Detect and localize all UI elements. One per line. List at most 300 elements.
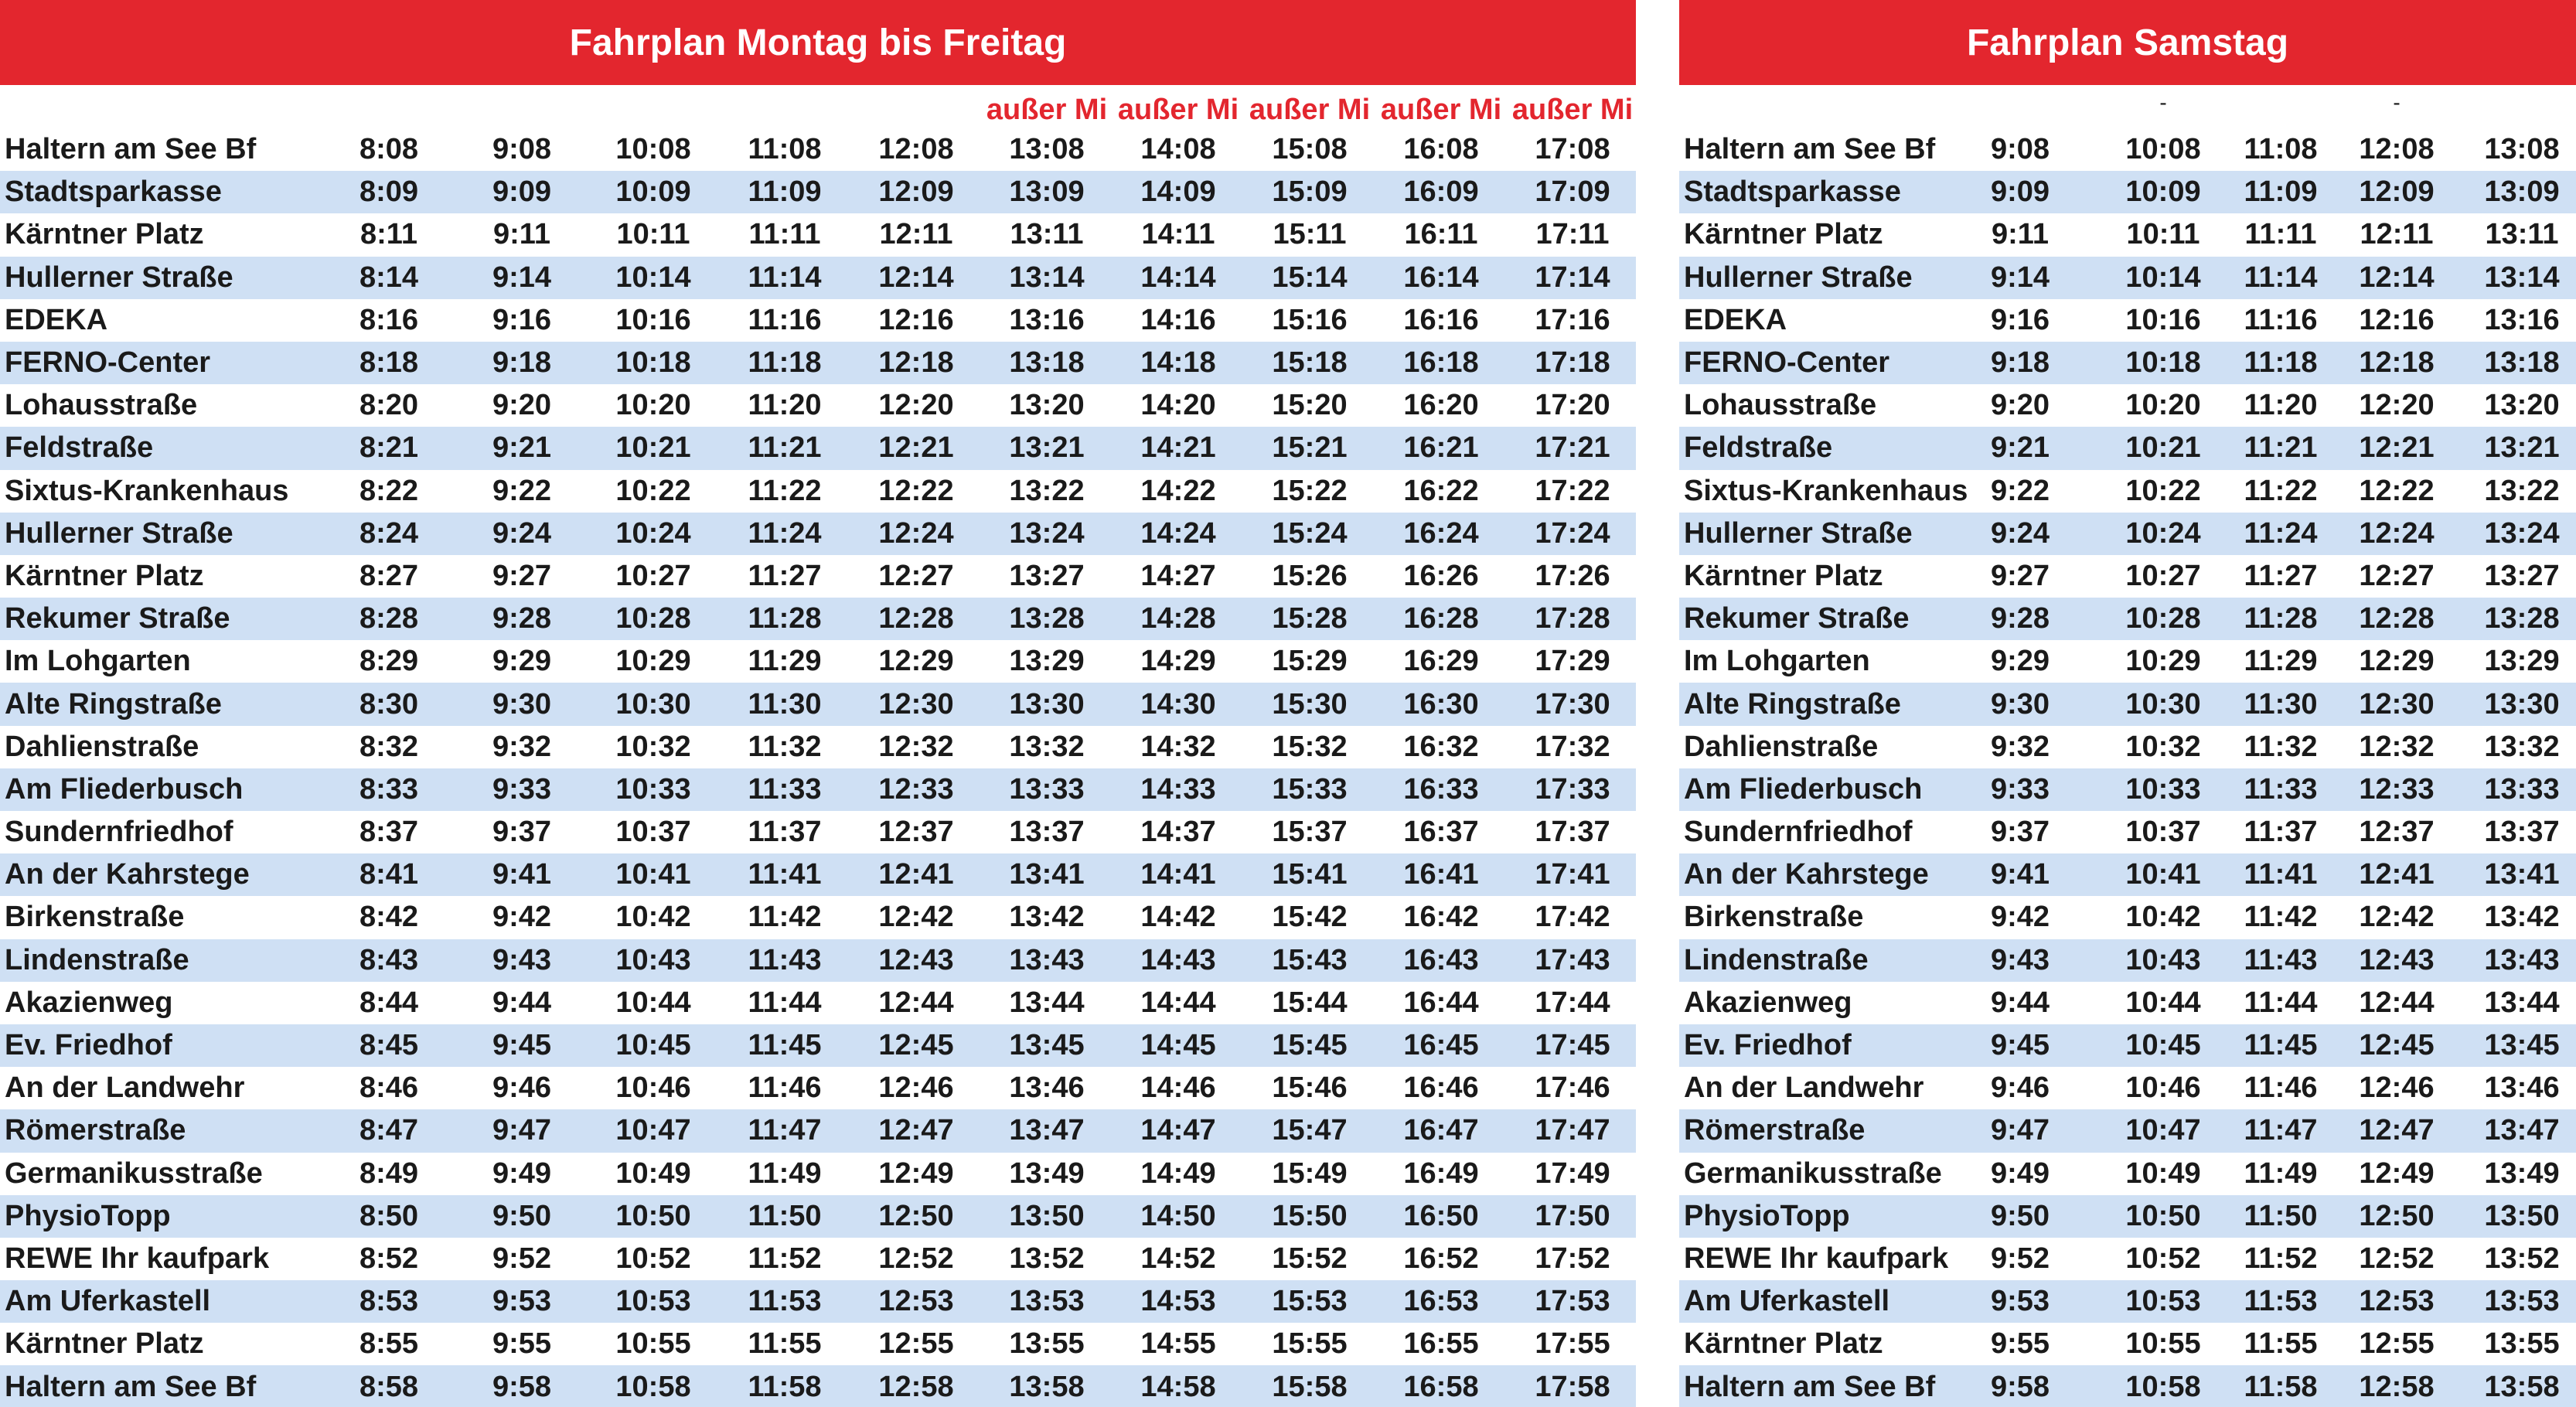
departure-time: 8:29 xyxy=(359,645,419,678)
departure-time: 13:20 xyxy=(1009,389,1085,422)
departure-time: 11:53 xyxy=(2244,1285,2318,1318)
departure-time: 15:53 xyxy=(1272,1285,1348,1318)
departure-time: 8:33 xyxy=(359,772,419,806)
departure-time: 11:33 xyxy=(748,772,822,806)
departure-time: 10:20 xyxy=(2125,389,2201,422)
departure-time: 10:30 xyxy=(615,687,691,721)
departure-time: 10:47 xyxy=(615,1114,691,1147)
departure-time: 9:11 xyxy=(493,218,550,251)
departure-time: 11:29 xyxy=(2244,645,2318,678)
departure-time: 12:46 xyxy=(2359,1071,2435,1105)
stop-name: Haltern am See Bf xyxy=(1684,133,1936,166)
departure-time: 13:28 xyxy=(1009,602,1085,635)
departure-time: 13:18 xyxy=(1009,346,1085,380)
departure-time: 11:18 xyxy=(2244,346,2318,380)
departure-time: 12:43 xyxy=(878,943,954,976)
departure-time: 8:42 xyxy=(359,901,419,934)
departure-time: 13:21 xyxy=(1009,431,1085,465)
departure-time: 11:16 xyxy=(748,303,822,336)
departure-time: 13:20 xyxy=(2484,389,2560,422)
departure-time: 17:08 xyxy=(1535,133,1610,166)
departure-time: 9:29 xyxy=(1990,645,2050,678)
stop-name: Haltern am See Bf xyxy=(1684,1370,1936,1403)
departure-time: 8:52 xyxy=(359,1242,419,1275)
departure-time: 10:55 xyxy=(2125,1327,2201,1361)
departure-time: 13:47 xyxy=(2484,1114,2560,1147)
departure-time: 17:11 xyxy=(1535,218,1610,251)
departure-time: 10:24 xyxy=(615,516,691,550)
saturday-timetable xyxy=(1679,0,2576,1407)
table-row xyxy=(0,1195,1636,1238)
departure-time: 9:37 xyxy=(1990,816,2050,849)
table-row xyxy=(0,427,1636,469)
departure-time: 13:18 xyxy=(2484,346,2560,380)
departure-time: 11:32 xyxy=(748,730,822,763)
departure-time: 8:14 xyxy=(359,261,419,294)
departure-time: 17:52 xyxy=(1535,1242,1610,1275)
departure-time: 13:22 xyxy=(2484,474,2560,507)
departure-time: 12:16 xyxy=(2359,303,2435,336)
departure-time: 11:08 xyxy=(2244,133,2318,166)
departure-time: 8:30 xyxy=(359,687,419,721)
stop-name: Sixtus-Krankenhaus xyxy=(1684,474,1968,507)
departure-time: 10:37 xyxy=(615,816,691,849)
departure-time: 12:14 xyxy=(878,261,954,294)
stop-name: Kärntner Platz xyxy=(1684,1327,1883,1361)
departure-time: 9:55 xyxy=(492,1327,552,1361)
stop-name: Im Lohgarten xyxy=(5,645,191,678)
departure-time: 12:42 xyxy=(2359,901,2435,934)
weekday-note-5: außer Mi xyxy=(986,94,1108,126)
departure-time: 14:08 xyxy=(1140,133,1216,166)
stop-name: Hullerner Straße xyxy=(1684,516,1913,550)
departure-time: 9:32 xyxy=(1990,730,2050,763)
table-row xyxy=(1679,1153,2576,1195)
departure-time: 10:42 xyxy=(615,901,691,934)
departure-time: 14:52 xyxy=(1140,1242,1216,1275)
departure-time: 9:28 xyxy=(492,602,552,635)
departure-time: 9:24 xyxy=(492,516,552,550)
departure-time: 11:37 xyxy=(2244,816,2318,849)
departure-time: 9:58 xyxy=(1990,1370,2050,1403)
departure-time: 11:50 xyxy=(2244,1199,2318,1232)
departure-time: 12:42 xyxy=(878,901,954,934)
table-row xyxy=(0,1280,1636,1323)
departure-time: 14:50 xyxy=(1140,1199,1216,1232)
departure-time: 16:21 xyxy=(1403,431,1479,465)
stop-name: Römerstraße xyxy=(1684,1114,1866,1147)
departure-time: 10:22 xyxy=(2125,474,2201,507)
departure-time: 14:09 xyxy=(1140,175,1216,209)
departure-time: 12:30 xyxy=(2359,687,2435,721)
departure-time: 12:28 xyxy=(878,602,954,635)
departure-time: 9:21 xyxy=(492,431,552,465)
table-row xyxy=(1679,768,2576,811)
departure-time: 17:44 xyxy=(1535,986,1610,1019)
saturday-notes-row xyxy=(1679,85,2576,128)
stop-name: Sundernfriedhof xyxy=(1684,816,1913,849)
departure-time: 13:14 xyxy=(1009,261,1085,294)
departure-time: 9:27 xyxy=(492,559,552,592)
departure-time: 12:33 xyxy=(2359,772,2435,806)
departure-time: 8:18 xyxy=(359,346,419,380)
departure-time: 10:53 xyxy=(2125,1285,2201,1318)
departure-time: 10:37 xyxy=(2125,816,2201,849)
departure-time: 15:50 xyxy=(1272,1199,1348,1232)
departure-time: 13:53 xyxy=(2484,1285,2560,1318)
departure-time: 11:46 xyxy=(2244,1071,2318,1105)
table-row xyxy=(0,257,1636,299)
departure-time: 11:41 xyxy=(2244,858,2318,891)
departure-time: 14:45 xyxy=(1140,1029,1216,1062)
departure-time: 9:55 xyxy=(1990,1327,2050,1361)
departure-time: 16:18 xyxy=(1403,346,1479,380)
stop-name: Am Fliederbusch xyxy=(1684,772,1923,806)
departure-time: 15:16 xyxy=(1272,303,1348,336)
stop-name: An der Kahrstege xyxy=(5,858,250,891)
departure-time: 14:28 xyxy=(1140,602,1216,635)
table-row xyxy=(1679,257,2576,299)
departure-time: 12:44 xyxy=(878,986,954,1019)
departure-time: 11:29 xyxy=(748,645,822,678)
table-row xyxy=(1679,640,2576,683)
weekday-note-8: außer Mi xyxy=(1380,94,1502,126)
departure-time: 15:43 xyxy=(1272,943,1348,976)
departure-time: 12:44 xyxy=(2359,986,2435,1019)
departure-time: 14:49 xyxy=(1140,1157,1216,1190)
table-row xyxy=(1679,213,2576,256)
departure-time: 13:37 xyxy=(2484,816,2560,849)
stop-name: Am Fliederbusch xyxy=(5,772,244,806)
departure-time: 11:28 xyxy=(2244,602,2318,635)
weekday-notes-row xyxy=(0,85,1636,128)
departure-time: 12:50 xyxy=(2359,1199,2435,1232)
departure-time: 12:09 xyxy=(878,175,954,209)
departure-time: 10:11 xyxy=(2126,218,2200,251)
departure-time: 14:32 xyxy=(1140,730,1216,763)
departure-time: 11:52 xyxy=(2244,1242,2318,1275)
stop-name: Am Uferkastell xyxy=(1684,1285,1890,1318)
departure-time: 15:21 xyxy=(1272,431,1348,465)
departure-time: 15:09 xyxy=(1272,175,1348,209)
weekday-note-2 xyxy=(588,85,719,128)
departure-time: 9:16 xyxy=(492,303,552,336)
departure-time: 14:27 xyxy=(1140,559,1216,592)
departure-time: 9:14 xyxy=(1990,261,2050,294)
departure-time: 10:53 xyxy=(615,1285,691,1318)
departure-time: 9:43 xyxy=(1990,943,2050,976)
departure-time: 13:52 xyxy=(1009,1242,1085,1275)
table-row xyxy=(0,470,1636,513)
departure-time: 13:32 xyxy=(1009,730,1085,763)
departure-time: 16:49 xyxy=(1403,1157,1479,1190)
departure-time: 12:55 xyxy=(878,1327,954,1361)
departure-time: 10:18 xyxy=(2125,346,2201,380)
departure-time: 14:14 xyxy=(1140,261,1216,294)
table-row xyxy=(1679,1067,2576,1109)
departure-time: 15:28 xyxy=(1272,602,1348,635)
departure-time: 17:49 xyxy=(1535,1157,1610,1190)
stop-name: Akazienweg xyxy=(5,986,173,1019)
departure-time: 17:42 xyxy=(1535,901,1610,934)
stop-name: EDEKA xyxy=(5,303,108,336)
departure-time: 12:45 xyxy=(2359,1029,2435,1062)
table-row xyxy=(1679,982,2576,1024)
departure-time: 10:33 xyxy=(2125,772,2201,806)
departure-time: 12:52 xyxy=(878,1242,954,1275)
stop-name: Birkenstraße xyxy=(1684,901,1864,934)
departure-time: 12:49 xyxy=(2359,1157,2435,1190)
departure-time: 17:37 xyxy=(1535,816,1610,849)
departure-time: 17:50 xyxy=(1535,1199,1610,1232)
departure-time: 12:58 xyxy=(878,1370,954,1403)
table-row xyxy=(0,811,1636,853)
departure-time: 10:08 xyxy=(615,133,691,166)
departure-time: 16:33 xyxy=(1403,772,1479,806)
departure-time: 9:42 xyxy=(492,901,552,934)
departure-time: 9:58 xyxy=(492,1370,552,1403)
departure-time: 12:18 xyxy=(878,346,954,380)
departure-time: 16:24 xyxy=(1403,516,1479,550)
departure-time: 11:18 xyxy=(748,346,822,380)
table-row xyxy=(0,1109,1636,1152)
table-row xyxy=(0,640,1636,683)
saturday-note-2 xyxy=(2223,85,2339,128)
stop-name: Hullerner Straße xyxy=(5,261,233,294)
table-row xyxy=(0,128,1636,171)
saturday-title: Fahrplan Samstag xyxy=(1679,0,2576,85)
departure-time: 12:47 xyxy=(878,1114,954,1147)
departure-time: 11:44 xyxy=(748,986,822,1019)
departure-time: 8:46 xyxy=(359,1071,419,1105)
stop-name: Alte Ringstraße xyxy=(5,687,222,721)
stop-name: Ev. Friedhof xyxy=(5,1029,172,1062)
departure-time: 10:27 xyxy=(2125,559,2201,592)
departure-time: 11:41 xyxy=(748,858,822,891)
departure-time: 8:41 xyxy=(359,858,419,891)
departure-time: 16:52 xyxy=(1403,1242,1479,1275)
departure-time: 15:37 xyxy=(1272,816,1348,849)
weekday-note-7: außer Mi xyxy=(1249,94,1371,126)
stop-name: Rekumer Straße xyxy=(5,602,230,635)
departure-time: 12:49 xyxy=(878,1157,954,1190)
departure-time: 11:20 xyxy=(748,389,822,422)
departure-time: 12:43 xyxy=(2359,943,2435,976)
table-row xyxy=(0,1365,1636,1407)
departure-time: 9:41 xyxy=(1990,858,2050,891)
table-row xyxy=(0,853,1636,896)
departure-time: 9:37 xyxy=(492,816,552,849)
departure-time: 12:20 xyxy=(878,389,954,422)
departure-time: 11:14 xyxy=(748,261,822,294)
departure-time: 17:22 xyxy=(1535,474,1610,507)
departure-time: 9:53 xyxy=(492,1285,552,1318)
departure-time: 16:08 xyxy=(1403,133,1479,166)
departure-time: 16:50 xyxy=(1403,1199,1479,1232)
departure-time: 9:47 xyxy=(1990,1114,2050,1147)
departure-time: 10:41 xyxy=(615,858,691,891)
stop-name: REWE Ihr kaufpark xyxy=(1684,1242,1949,1275)
departure-time: 13:58 xyxy=(2484,1370,2560,1403)
departure-time: 12:30 xyxy=(878,687,954,721)
stop-name: An der Kahrstege xyxy=(1684,858,1929,891)
departure-time: 9:20 xyxy=(1990,389,2050,422)
departure-time: 9:33 xyxy=(492,772,552,806)
departure-time: 11:11 xyxy=(2244,218,2317,251)
departure-time: 15:18 xyxy=(1272,346,1348,380)
table-row xyxy=(0,1024,1636,1067)
stop-name: Akazienweg xyxy=(1684,986,1852,1019)
departure-time: 17:55 xyxy=(1535,1327,1610,1361)
departure-time: 8:21 xyxy=(359,431,419,465)
departure-time: 8:50 xyxy=(359,1199,419,1232)
table-row xyxy=(1679,384,2576,427)
departure-time: 12:09 xyxy=(2359,175,2435,209)
departure-time: 13:50 xyxy=(1009,1199,1085,1232)
departure-time: 13:43 xyxy=(2484,943,2560,976)
table-row xyxy=(0,1238,1636,1280)
departure-time: 13:44 xyxy=(1009,986,1085,1019)
departure-time: 16:20 xyxy=(1403,389,1479,422)
table-row xyxy=(1679,726,2576,768)
stop-name: Ev. Friedhof xyxy=(1684,1029,1852,1062)
departure-time: 15:08 xyxy=(1272,133,1348,166)
departure-time: 12:29 xyxy=(878,645,954,678)
stop-name: Sixtus-Krankenhaus xyxy=(5,474,289,507)
table-row xyxy=(1679,128,2576,171)
departure-time: 9:45 xyxy=(492,1029,552,1062)
departure-time: 10:29 xyxy=(615,645,691,678)
departure-time: 9:09 xyxy=(1990,175,2050,209)
departure-time: 14:16 xyxy=(1140,303,1216,336)
departure-time: 11:45 xyxy=(748,1029,822,1062)
departure-time: 16:42 xyxy=(1403,901,1479,934)
departure-time: 15:55 xyxy=(1272,1327,1348,1361)
departure-time: 11:58 xyxy=(748,1370,822,1403)
departure-time: 10:45 xyxy=(615,1029,691,1062)
departure-time: 10:27 xyxy=(615,559,691,592)
table-row xyxy=(0,1153,1636,1195)
departure-time: 11:47 xyxy=(2244,1114,2318,1147)
departure-time: 16:26 xyxy=(1403,559,1479,592)
departure-time: 10:28 xyxy=(2125,602,2201,635)
departure-time: 14:18 xyxy=(1140,346,1216,380)
stop-name: EDEKA xyxy=(1684,303,1787,336)
departure-time: 13:09 xyxy=(2484,175,2560,209)
departure-time: 12:11 xyxy=(2360,218,2434,251)
departure-time: 16:32 xyxy=(1403,730,1479,763)
departure-time: 9:09 xyxy=(492,175,552,209)
departure-time: 10:21 xyxy=(615,431,691,465)
departure-time: 16:58 xyxy=(1403,1370,1479,1403)
stop-name: Haltern am See Bf xyxy=(5,133,257,166)
departure-time: 10:32 xyxy=(2125,730,2201,763)
table-row xyxy=(1679,683,2576,725)
departure-time: 9:43 xyxy=(492,943,552,976)
departure-time: 17:18 xyxy=(1535,346,1610,380)
departure-time: 10:46 xyxy=(615,1071,691,1105)
departure-time: 14:20 xyxy=(1140,389,1216,422)
stop-name: Kärntner Platz xyxy=(5,559,204,592)
departure-time: 12:27 xyxy=(2359,559,2435,592)
table-row xyxy=(1679,342,2576,384)
departure-time: 10:49 xyxy=(615,1157,691,1190)
departure-time: 11:47 xyxy=(748,1114,822,1147)
departure-time: 9:44 xyxy=(1990,986,2050,1019)
departure-time: 11:58 xyxy=(2244,1370,2318,1403)
departure-time: 12:55 xyxy=(2359,1327,2435,1361)
departure-time: 13:53 xyxy=(1009,1285,1085,1318)
departure-time: 9:50 xyxy=(492,1199,552,1232)
departure-time: 13:29 xyxy=(1009,645,1085,678)
departure-time: 17:29 xyxy=(1535,645,1610,678)
departure-time: 15:30 xyxy=(1272,687,1348,721)
departure-time: 10:42 xyxy=(2125,901,2201,934)
departure-time: 13:16 xyxy=(2484,303,2560,336)
departure-time: 10:18 xyxy=(615,346,691,380)
departure-time: 9:41 xyxy=(492,858,552,891)
departure-time: 11:42 xyxy=(2244,901,2318,934)
departure-time: 11:49 xyxy=(748,1157,822,1190)
departure-time: 13:47 xyxy=(1009,1114,1085,1147)
weekday-note-0 xyxy=(323,85,455,128)
departure-time: 10:49 xyxy=(2125,1157,2201,1190)
stop-name: FERNO-Center xyxy=(1684,346,1890,380)
departure-time: 9:33 xyxy=(1990,772,2050,806)
departure-time: 9:29 xyxy=(492,645,552,678)
departure-time: 16:28 xyxy=(1403,602,1479,635)
departure-time: 12:53 xyxy=(878,1285,954,1318)
departure-time: 11:27 xyxy=(2244,559,2318,592)
weekday-note-3 xyxy=(719,85,850,128)
departure-time: 12:52 xyxy=(2359,1242,2435,1275)
departure-time: 13:33 xyxy=(2484,772,2560,806)
departure-time: 8:53 xyxy=(359,1285,419,1318)
departure-time: 16:55 xyxy=(1403,1327,1479,1361)
table-row xyxy=(1679,299,2576,342)
departure-time: 13:22 xyxy=(1009,474,1085,507)
departure-time: 14:37 xyxy=(1140,816,1216,849)
departure-time: 11:50 xyxy=(748,1199,822,1232)
departure-time: 8:58 xyxy=(359,1370,419,1403)
departure-time: 10:52 xyxy=(2125,1242,2201,1275)
departure-time: 13:24 xyxy=(1009,516,1085,550)
stop-name: Dahlienstraße xyxy=(5,730,199,763)
departure-time: 9:20 xyxy=(492,389,552,422)
departure-time: 15:32 xyxy=(1272,730,1348,763)
saturday-table xyxy=(1679,128,2576,1407)
stop-name: PhysioTopp xyxy=(1684,1199,1850,1232)
departure-time: 17:43 xyxy=(1535,943,1610,976)
departure-time: 8:44 xyxy=(359,986,419,1019)
departure-time: 15:58 xyxy=(1272,1370,1348,1403)
departure-time: 11:22 xyxy=(2244,474,2318,507)
stop-name: Feldstraße xyxy=(5,431,154,465)
departure-time: 15:11 xyxy=(1273,218,1347,251)
stop-name: Feldstraße xyxy=(1684,431,1833,465)
departure-time: 12:21 xyxy=(878,431,954,465)
departure-time: 11:30 xyxy=(748,687,822,721)
departure-time: 9:30 xyxy=(1990,687,2050,721)
table-row xyxy=(0,768,1636,811)
table-row xyxy=(1679,598,2576,640)
departure-time: 10:43 xyxy=(2125,943,2201,976)
table-row xyxy=(1679,1195,2576,1238)
departure-time: 10:09 xyxy=(2125,175,2201,209)
stop-name: Dahlienstraße xyxy=(1684,730,1879,763)
departure-time: 13:14 xyxy=(2484,261,2560,294)
departure-time: 14:43 xyxy=(1140,943,1216,976)
